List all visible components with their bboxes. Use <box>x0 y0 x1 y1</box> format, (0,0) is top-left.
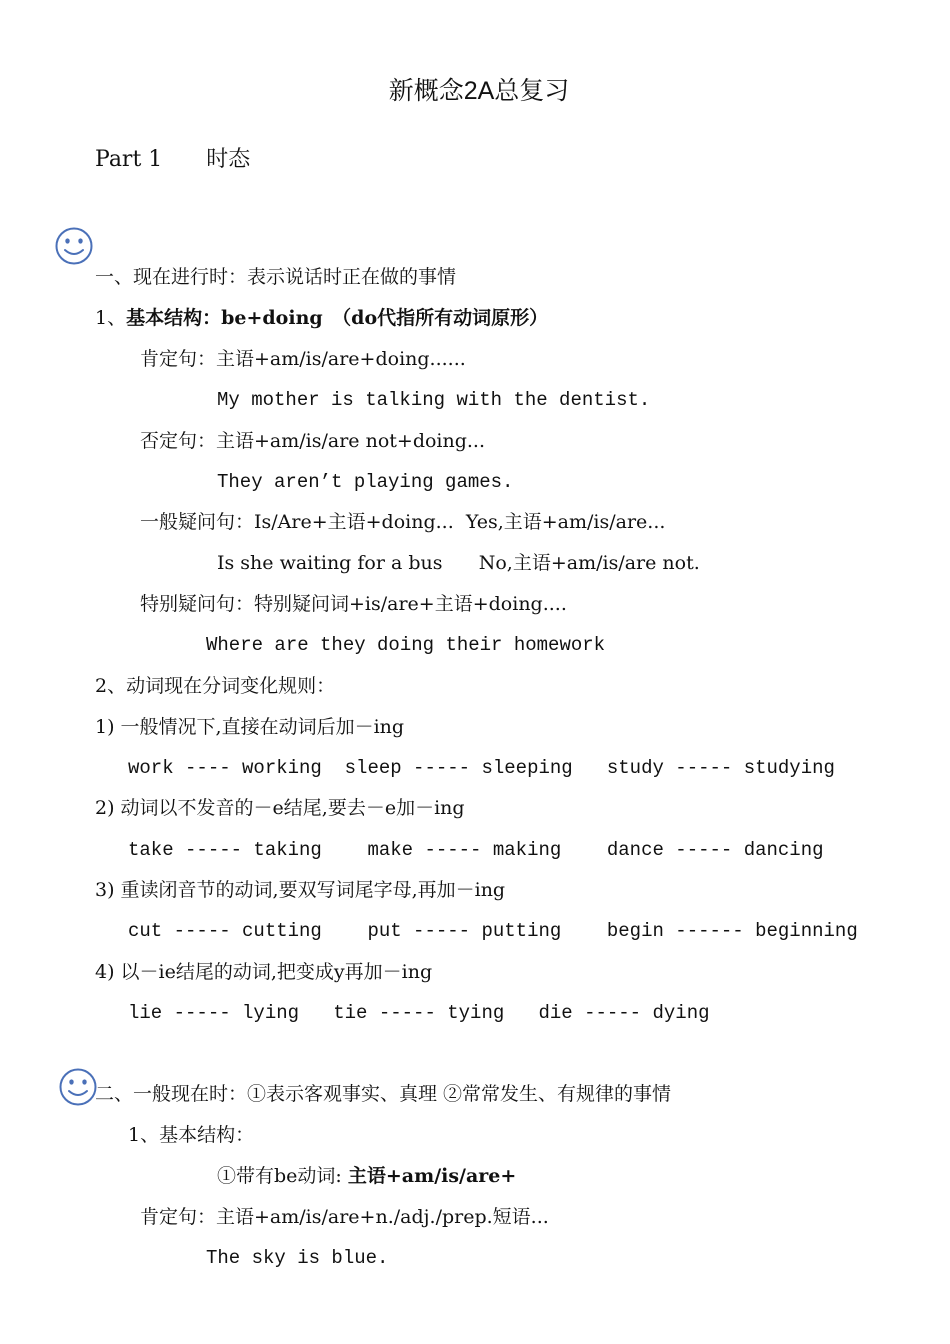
section2-example: The sky is blue. <box>206 1247 389 1269</box>
smiley-face-icon <box>54 226 94 266</box>
section2-structure: 1、基本结构： <box>128 1124 255 1146</box>
section1-structure <box>95 306 548 330</box>
rule-3: 3) 重读闭音节的动词,要双写词尾字母,再加－ing <box>95 879 506 901</box>
section2-heading: 二、一般现在时：①表示客观事实、真理 ②常常发生、有规律的事情 <box>95 1083 672 1105</box>
negative-rule: 否定句：主语+am/is/are not+doing... <box>140 430 486 452</box>
structure-prefix: 1、 <box>95 307 127 329</box>
rule-1: 1) 一般情况下,直接在动词后加－ing <box>95 716 405 738</box>
rule-2: 2) 动词以不发音的－e结尾,要去－e加－ing <box>95 797 465 819</box>
part-heading: Part 1 时态 <box>95 147 251 172</box>
document-title: 新概念2A总复习 <box>388 77 570 105</box>
structure-formula: 基本结构：be+doing （do代指所有动词原形） <box>126 307 549 329</box>
special-question-example: Where are they doing their homework <box>206 634 606 656</box>
rule-4-examples: lie ----- lying tie ----- tying die ----- dying <box>128 1002 710 1024</box>
smiley-face-icon <box>58 1067 98 1107</box>
negative-example: They aren’t playing games. <box>217 471 514 493</box>
rule-1-examples: work ---- working sleep ----- sleeping study ----- studying <box>128 757 835 779</box>
be-verb-structure <box>217 1164 516 1188</box>
rule-4: 4) 以－ie结尾的动词,把变成y再加－ing <box>95 961 433 983</box>
special-question-rule: 特别疑问句：特别疑问词+is/are+主语+doing.... <box>140 593 567 615</box>
affirmative-rule: 肯定句：主语+am/is/are+doing...... <box>140 348 466 370</box>
general-question-example: Is she waiting for a bus No,主语+am/is/are not. <box>217 552 700 574</box>
be-verb-formula: 主语+am/is/are+ <box>347 1165 517 1187</box>
section2-affirmative-rule: 肯定句：主语+am/is/are+n./adj./prep.短语... <box>140 1206 549 1228</box>
section1-heading: 一、现在进行时：表示说话时正在做的事情 <box>95 266 457 288</box>
affirmative-example: My mother is talking with the dentist. <box>217 389 651 411</box>
general-question-rule: 一般疑问句：Is/Are+主语+doing... Yes,主语+am/is/are... <box>140 511 666 533</box>
rules-heading: 2、动词现在分词变化规则： <box>95 675 336 697</box>
be-verb-prefix: ①带有be动词: <box>217 1165 348 1187</box>
rule-3-examples: cut ----- cutting put ----- putting begin ------ beginning <box>128 920 858 942</box>
rule-2-examples: take ----- taking make ----- making dance ----- dancing <box>128 839 824 861</box>
